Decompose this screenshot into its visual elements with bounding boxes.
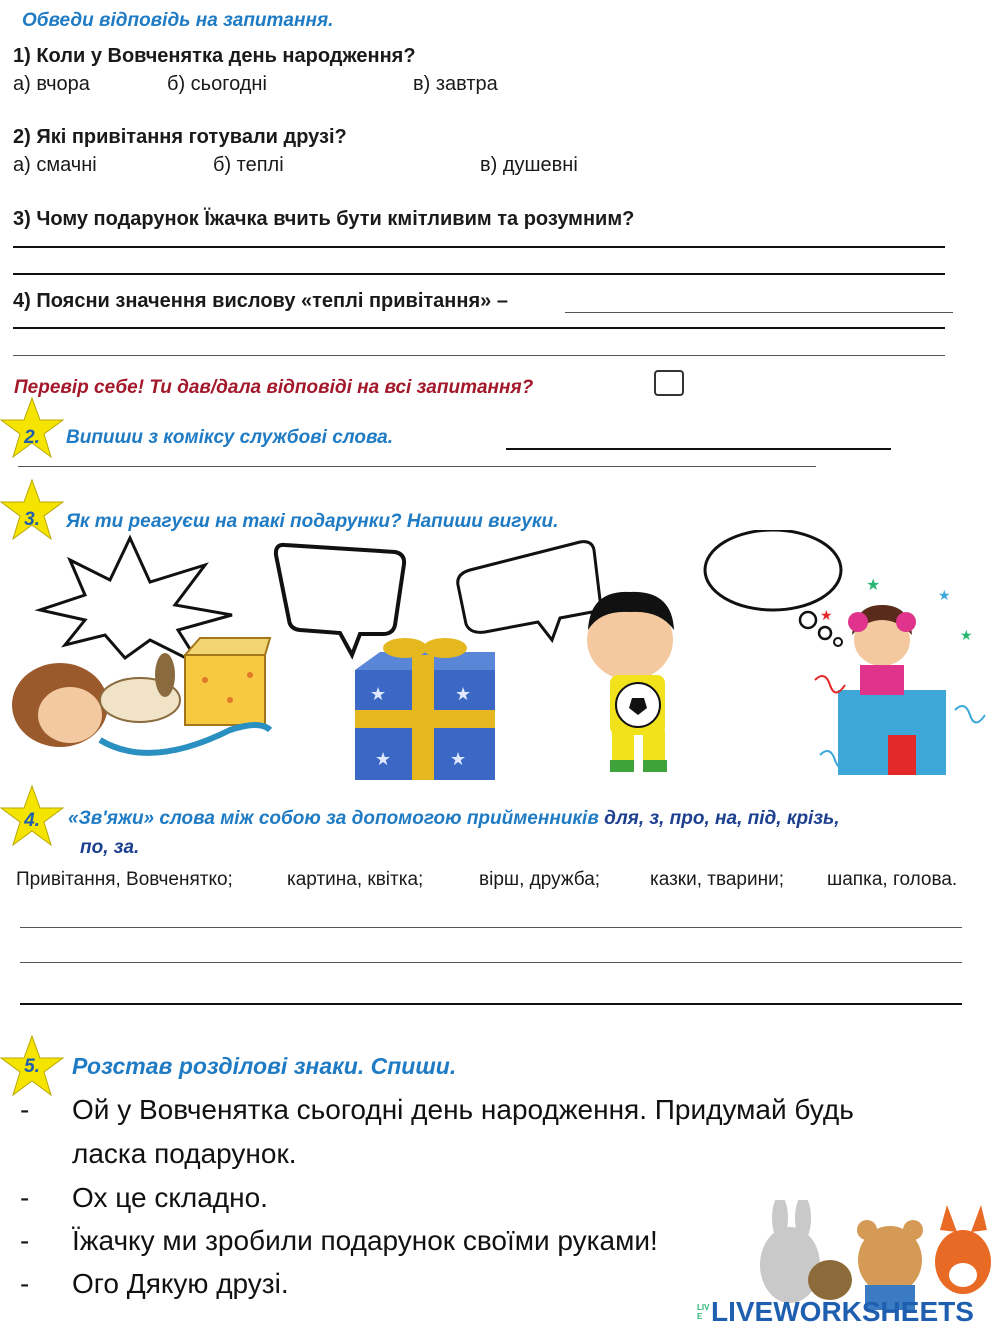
task-4-number: 4. — [24, 810, 40, 831]
speech-bubble-2[interactable] — [458, 542, 600, 640]
star-badge-4 — [0, 784, 64, 848]
thought-bubble[interactable] — [705, 530, 842, 646]
dialogue-line-1-cont: ласка подарунок. — [72, 1138, 297, 1169]
svg-text:★: ★ — [938, 587, 951, 603]
answer-line-q4-inline[interactable] — [565, 312, 953, 313]
q1-option-c[interactable]: в) завтра — [413, 73, 498, 95]
question-1: 1) Коли у Вовченятка день народження? — [13, 45, 416, 67]
star-badge-2 — [0, 396, 64, 460]
animal-friends-image — [735, 1200, 997, 1310]
task-5-number: 5. — [24, 1056, 40, 1077]
answer-line-q3-1[interactable] — [13, 246, 945, 248]
answer-line-task4-3[interactable] — [20, 1003, 962, 1005]
task-2-number: 2. — [24, 427, 40, 448]
answer-line-q3-2[interactable] — [13, 273, 945, 275]
svg-text:★: ★ — [960, 627, 973, 643]
liveworksheets-watermark — [697, 1296, 974, 1328]
q2-option-a[interactable]: а) смачні — [13, 154, 97, 176]
task-2-text: Випиши з коміксу службові слова. — [66, 427, 394, 448]
answer-line-task4-1[interactable] — [20, 927, 962, 928]
boy-with-ball-image — [587, 592, 674, 772]
star-badge-5 — [0, 1034, 64, 1098]
dialogue-line-3: Їжачку ми зробили подарунок своїми руками! — [72, 1225, 658, 1256]
question-4: 4) Поясни значення вислову «теплі привітання» – — [13, 290, 508, 312]
gift-reactions-illustration — [0, 530, 1000, 785]
q1-option-a[interactable]: а) вчора — [13, 73, 90, 95]
question-3: 3) Чому подарунок Їжачка вчить бути кмітливим та розумним? — [13, 208, 635, 230]
answer-line-task2-1[interactable] — [506, 448, 891, 450]
q1-option-b[interactable]: б) сьогодні — [167, 73, 267, 95]
watermark-text: LIVEWORKSHEETS — [711, 1296, 974, 1327]
svg-text:★: ★ — [455, 684, 472, 704]
task-4-prepositions-cont: по, за. — [80, 837, 140, 858]
dialogue-line-2: Ох це складно. — [72, 1182, 268, 1213]
task-4-text — [68, 808, 840, 830]
word-pair-1: Привітання, Вовченятко; — [16, 869, 233, 890]
word-pair-5: шапка, голова. — [827, 869, 958, 890]
answer-line-q4-2[interactable] — [13, 355, 945, 356]
dash-3: - — [20, 1225, 30, 1256]
dash-1: - — [20, 1094, 30, 1125]
svg-text:★: ★ — [370, 684, 387, 704]
svg-text:★: ★ — [866, 577, 881, 594]
task-3-text: Як ти реагуєш на такі подарунки? Напиши вигуки. — [66, 511, 559, 532]
child-puppy-gift-image — [12, 638, 270, 753]
word-pair-3: вірш, дружба; — [479, 869, 601, 890]
q2-option-c[interactable]: в) душевні — [480, 154, 578, 176]
task-4-instruction: «Зв'яжи» слова між собою за допомогою прийменників — [68, 808, 599, 829]
watermark-small-logo: LIVE — [697, 1303, 710, 1321]
answer-line-task4-2[interactable] — [20, 962, 962, 963]
answer-line-task2-2[interactable] — [18, 466, 816, 467]
task-3-number: 3. — [24, 509, 40, 530]
dash-4: - — [20, 1268, 30, 1299]
dialogue-line-4: Ого Дякую друзі. — [72, 1268, 289, 1299]
instruction-heading: Обведи відповідь на запитання. — [22, 10, 334, 31]
question-2: 2) Які привітання готували друзі? — [13, 126, 347, 148]
self-check-text: Перевір себе! Ти дав/дала відповіді на всі запитання? — [14, 377, 534, 398]
self-check-checkbox[interactable] — [654, 370, 684, 396]
q2-option-b[interactable]: б) теплі — [213, 154, 284, 176]
word-pair-4: казки, тварини; — [650, 869, 784, 890]
answer-line-q4-1[interactable] — [13, 327, 945, 329]
word-pair-2: картина, квітка; — [287, 869, 424, 890]
girl-in-gift-box-image — [815, 577, 985, 775]
svg-text:★: ★ — [375, 749, 392, 769]
dash-2: - — [20, 1182, 30, 1213]
task-4-prepositions: для, з, про, на, під, крізь, — [604, 808, 840, 829]
speech-bubble-1[interactable] — [276, 545, 404, 655]
svg-text:★: ★ — [450, 749, 467, 769]
task-5-text: Розстав розділові знаки. Спиши. — [72, 1053, 457, 1079]
dialogue-line-1: Ой у Вовченятка сьогодні день народження. Придумай будь — [72, 1094, 854, 1125]
blue-gift-box-image — [355, 638, 495, 780]
svg-text:★: ★ — [820, 607, 833, 623]
